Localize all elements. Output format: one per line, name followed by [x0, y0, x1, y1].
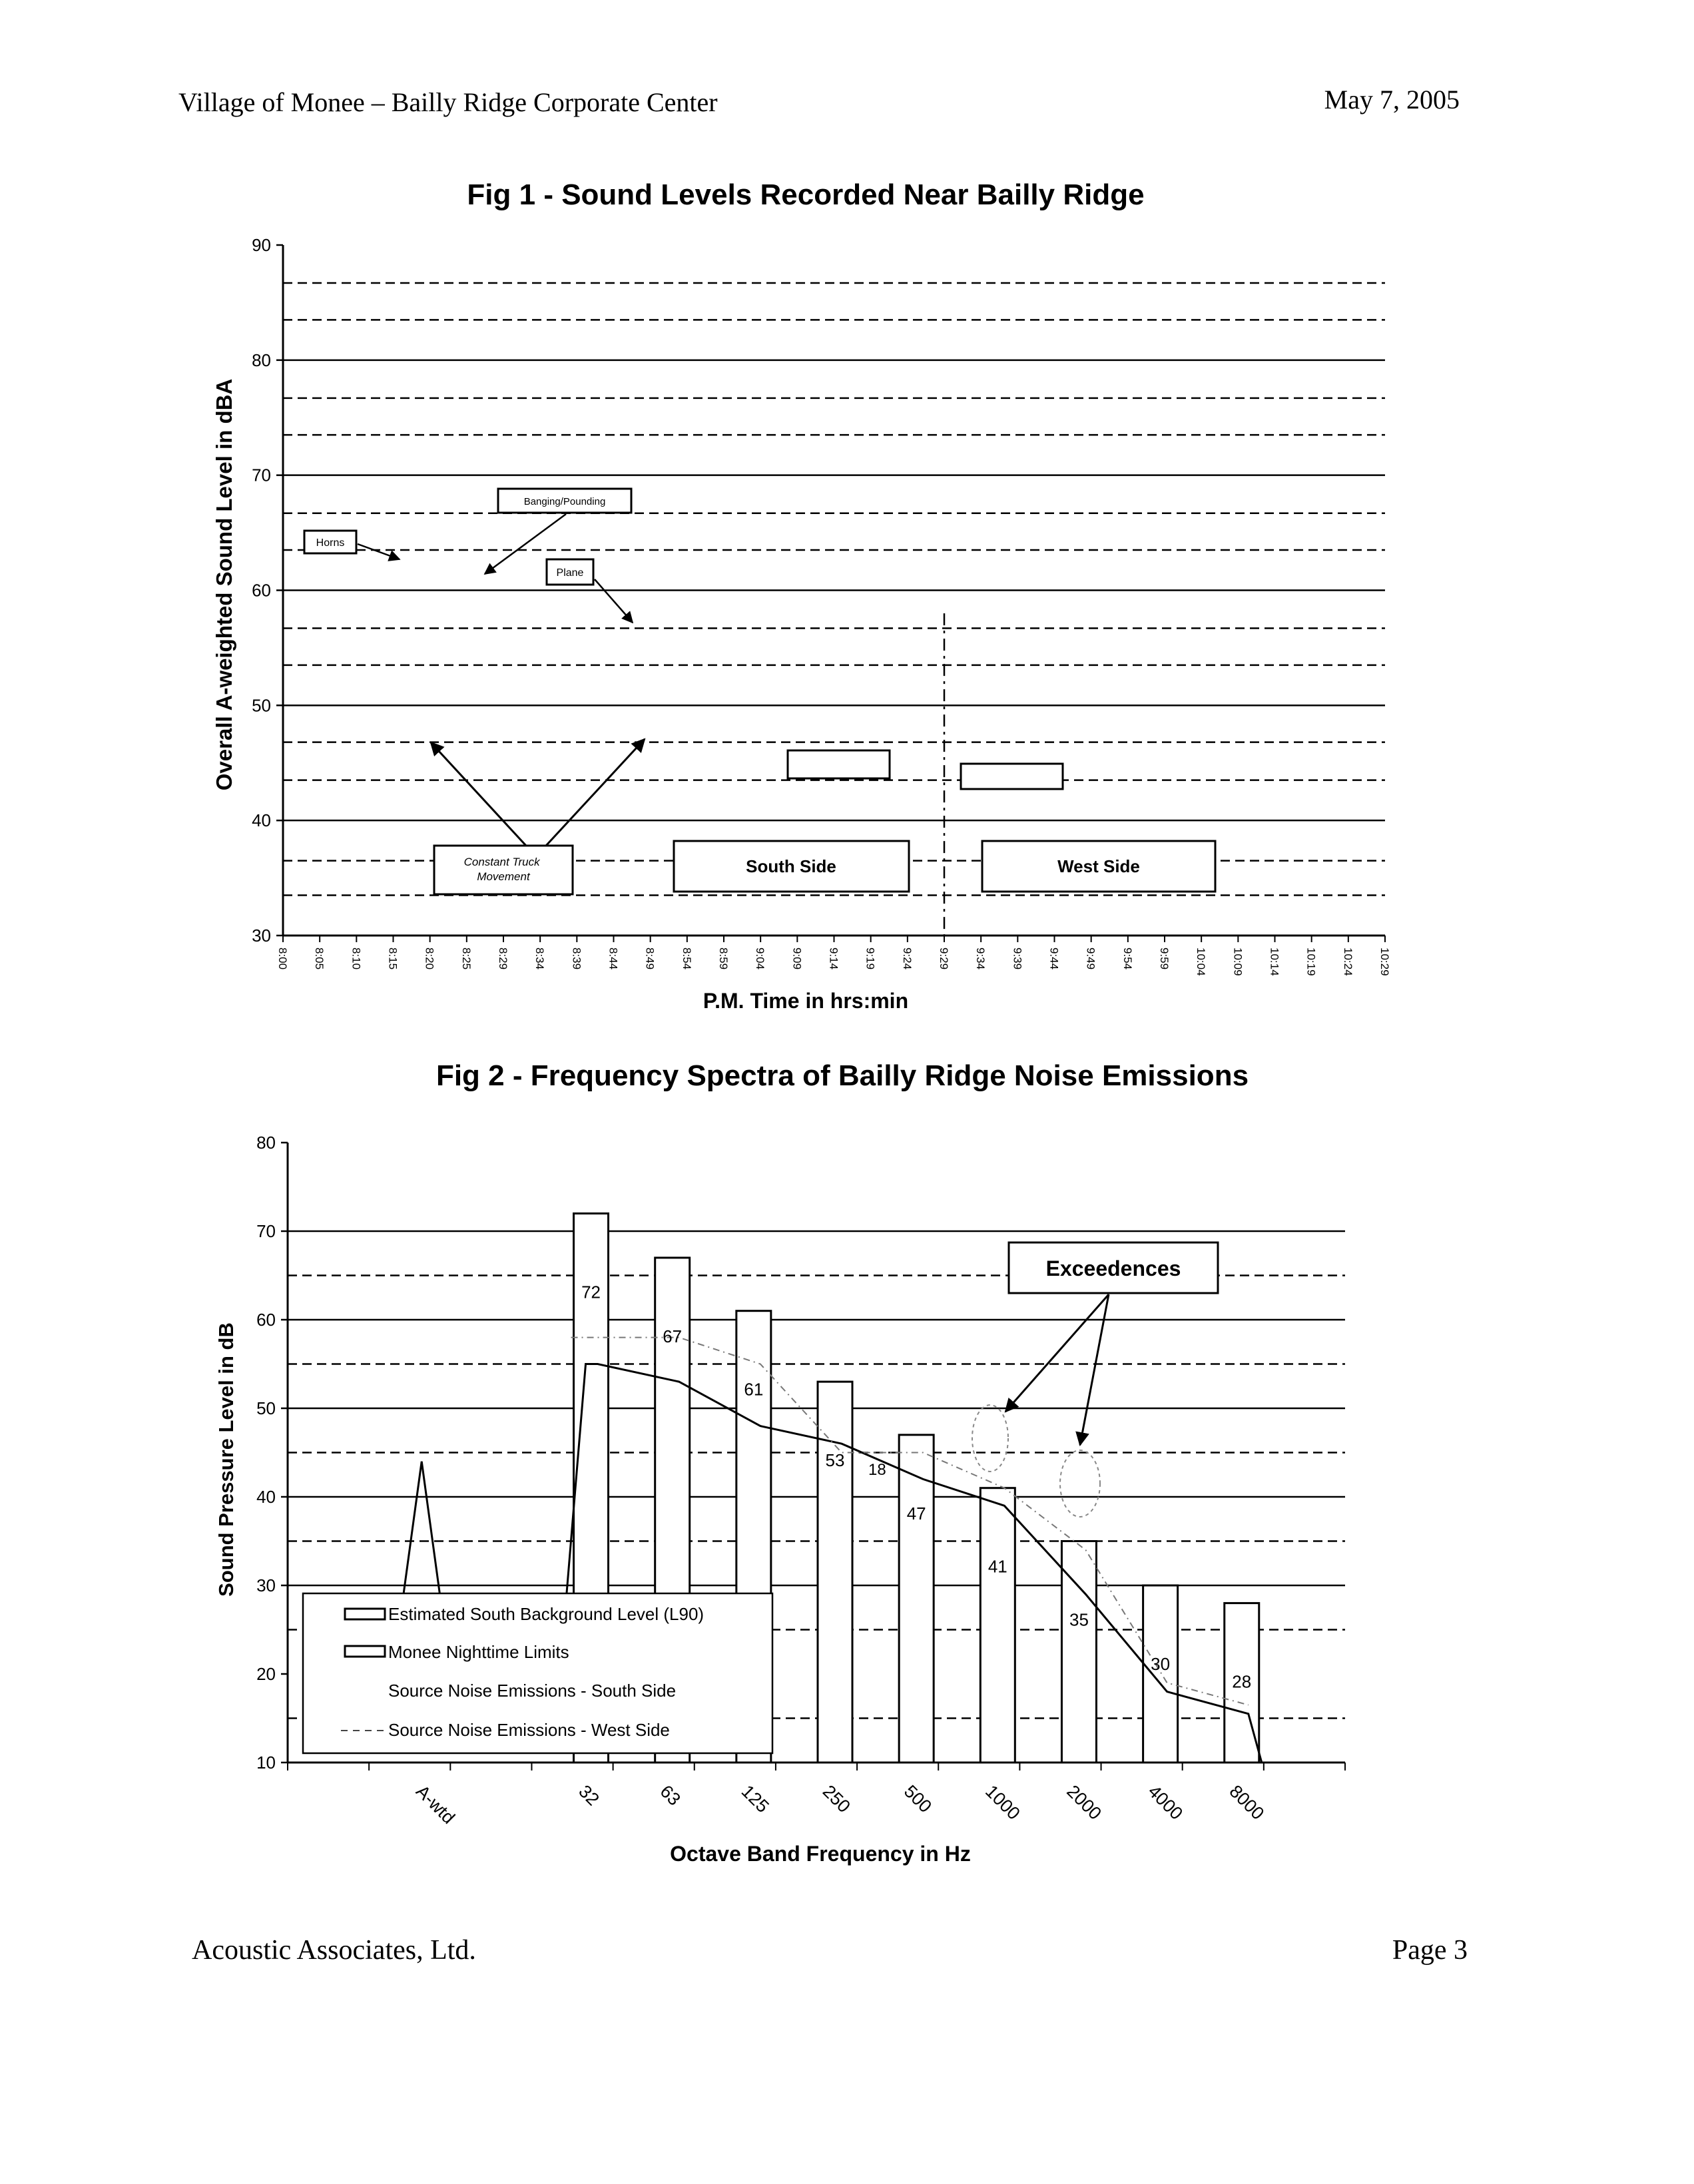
- fig1-x-tick-label: 9:44: [1047, 948, 1061, 970]
- fig1-x-tick-label: 9:09: [790, 948, 804, 970]
- fig2-legend-item-west: Source Noise Emissions - West Side: [388, 1720, 670, 1740]
- fig1-annotation-plane-label: Plane: [556, 567, 584, 579]
- fig1-x-tick-label: 8:59: [717, 948, 730, 970]
- fig1-y-tick-label: 40: [252, 810, 271, 831]
- fig1-title: Fig 1 - Sound Levels Recorded Near Bailly Ridge: [467, 178, 1145, 211]
- fig2-inline-label: 18: [868, 1460, 886, 1479]
- fig2-bar: [1143, 1585, 1178, 1763]
- fig2-y-tick-label: 10: [256, 1753, 276, 1773]
- fig2-title: Fig 2 - Frequency Spectra of Bailly Ridge Noise Emissions: [435, 1059, 1249, 1092]
- fig1-x-tick-label: 8:25: [459, 948, 473, 970]
- fig1-x-tick-label: 10:24: [1341, 948, 1354, 976]
- fig1-y-tick-label: 30: [252, 926, 271, 946]
- fig2-x-tick-label: 2000: [1063, 1781, 1105, 1824]
- fig1-y-tick-label: 60: [252, 580, 271, 601]
- fig2-x-tick-label: 4000: [1144, 1781, 1187, 1824]
- fig1-x-axis-label: P.M. Time in hrs:min: [703, 989, 909, 1013]
- fig2-bar-label: 72: [581, 1282, 601, 1302]
- fig2-y-tick-label: 40: [256, 1487, 276, 1507]
- fig2-bar-label: 67: [663, 1326, 683, 1346]
- fig2-y-axis-label: Sound Pressure Level in dB: [214, 1322, 238, 1597]
- fig1-x-tick-label: 8:15: [386, 948, 400, 970]
- fig2-bar: [899, 1435, 934, 1763]
- fig1-annotation-horns: [304, 531, 400, 559]
- fig1-x-tick-label: 9:04: [754, 948, 767, 970]
- fig1-x-tick-label: 8:00: [276, 948, 289, 970]
- fig2-bar-label: 47: [906, 1503, 926, 1523]
- fig1-annotation-banging-label: Banging/Pounding: [523, 496, 606, 507]
- fig1-annotation-truck: [431, 739, 645, 894]
- fig2-y-tick-label: 50: [256, 1398, 276, 1418]
- fig2-x-tick-label: 1000: [982, 1781, 1024, 1824]
- fig2-y-tick-label: 30: [256, 1575, 276, 1595]
- fig1-x-tick-label: 10:29: [1378, 948, 1391, 976]
- fig1-x-ticks: [276, 936, 1391, 976]
- fig2-x-tick-label: A-wtd: [412, 1781, 459, 1828]
- fig1-x-tick-label: 10:14: [1268, 948, 1281, 976]
- fig2-chart: [214, 1059, 1345, 1866]
- fig1-x-tick-label: 8:29: [497, 948, 509, 970]
- fig2-x-tick-label: 500: [900, 1781, 936, 1817]
- fig1-x-tick-label: 8:44: [607, 948, 620, 970]
- fig1-y-tick-label: 50: [252, 695, 271, 716]
- fig2-bar-label: 61: [744, 1379, 764, 1400]
- fig1-x-tick-label: 9:19: [864, 948, 877, 970]
- fig1-annotation-horns-label: Horns: [316, 537, 345, 549]
- fig2-x-tick-label: 8000: [1225, 1781, 1269, 1824]
- fig1-x-tick-label: 8:39: [570, 948, 583, 970]
- fig2-x-tick-label: 250: [818, 1781, 854, 1817]
- fig1-annotation-truck-label: Constant Truck Movement: [463, 856, 540, 883]
- fig2-x-tick-label: 63: [656, 1781, 685, 1810]
- fig1-x-tick-label: 10:04: [1195, 948, 1208, 976]
- fig1-x-tick-label: 9:39: [1011, 948, 1024, 970]
- fig1-x-tick-label: 8:49: [643, 948, 657, 970]
- fig1-x-tick-label: 8:34: [533, 948, 547, 970]
- fig2-x-tick-label: 32: [575, 1781, 603, 1810]
- fig1-x-tick-label: 9:29: [938, 948, 950, 970]
- fig1-x-tick-label: 8:05: [313, 948, 326, 970]
- fig2-y-tick-label: 20: [256, 1664, 276, 1684]
- fig2-legend-item-limits: Monee Nighttime Limits: [388, 1642, 569, 1662]
- fig1-x-tick-label: 8:20: [423, 948, 436, 970]
- fig1-x-tick-label: 8:10: [350, 948, 363, 970]
- fig1-annotation-west-side: [961, 764, 1215, 892]
- document-footer-page: Page 3: [1392, 1935, 1468, 1966]
- fig2-exceedences-label: Exceedences: [1045, 1256, 1181, 1280]
- fig2-exceedence-ellipse-2000: [1060, 1450, 1100, 1517]
- fig1-y-ticks: [252, 235, 283, 946]
- fig2-y-ticks: [256, 1133, 288, 1773]
- fig2-legend-item-south: Source Noise Emissions - South Side: [388, 1681, 677, 1701]
- fig2-bar-label: 41: [988, 1556, 1007, 1577]
- fig1-x-tick-label: 9:24: [900, 948, 914, 970]
- fig1-x-tick-label: 8:54: [680, 948, 693, 970]
- fig2-y-tick-label: 80: [256, 1133, 276, 1153]
- fig1-chart: [212, 178, 1391, 1013]
- fig1-x-tick-label: 9:59: [1158, 948, 1171, 970]
- fig2-bar-label: 30: [1151, 1654, 1171, 1674]
- fig1-y-axis-label: Overall A-weighted Sound Level in dBA: [212, 378, 236, 791]
- fig1-x-tick-label: 9:14: [827, 948, 840, 970]
- fig1-x-tick-label: 10:19: [1304, 948, 1318, 976]
- document-header-date: May 7, 2005: [1324, 85, 1460, 115]
- fig1-annotation-west-side-label: West Side: [1057, 856, 1140, 876]
- document-footer-company: Acoustic Associates, Ltd.: [192, 1935, 476, 1966]
- fig1-y-tick-label: 70: [252, 465, 271, 485]
- document-header-title: Village of Monee – Bailly Ridge Corporate Center: [178, 87, 718, 117]
- fig1-x-tick-label: 10:09: [1231, 948, 1245, 976]
- fig2-legend-item-background: Estimated South Background Level (L90): [388, 1604, 705, 1624]
- fig1-x-tick-label: 9:49: [1084, 948, 1097, 970]
- fig2-bar: [980, 1488, 1015, 1763]
- fig2-bar-label: 53: [825, 1450, 845, 1471]
- fig1-annotation-south-side-label: South Side: [746, 856, 836, 876]
- fig2-x-ticks: [412, 1781, 1268, 1828]
- fig1-y-tick-label: 80: [252, 350, 271, 370]
- fig2-bar-label: 28: [1232, 1671, 1252, 1692]
- fig2-y-tick-label: 60: [256, 1310, 276, 1330]
- fig1-y-tick-label: 90: [252, 235, 271, 255]
- fig2-exceedences-callout: [1005, 1242, 1218, 1445]
- fig2-x-axis-label: Octave Band Frequency in Hz: [670, 1842, 971, 1866]
- fig1-x-tick-label: 9:34: [974, 948, 988, 970]
- fig2-y-tick-label: 70: [256, 1221, 276, 1241]
- fig2-bar-label: 35: [1069, 1609, 1089, 1630]
- fig2-x-tick-label: 125: [737, 1781, 773, 1817]
- fig1-gridlines: [283, 283, 1385, 895]
- fig1-x-tick-label: 9:54: [1121, 948, 1134, 970]
- fig2-exceedence-ellipse-1000: [972, 1405, 1008, 1472]
- fig2-legend: [303, 1593, 772, 1753]
